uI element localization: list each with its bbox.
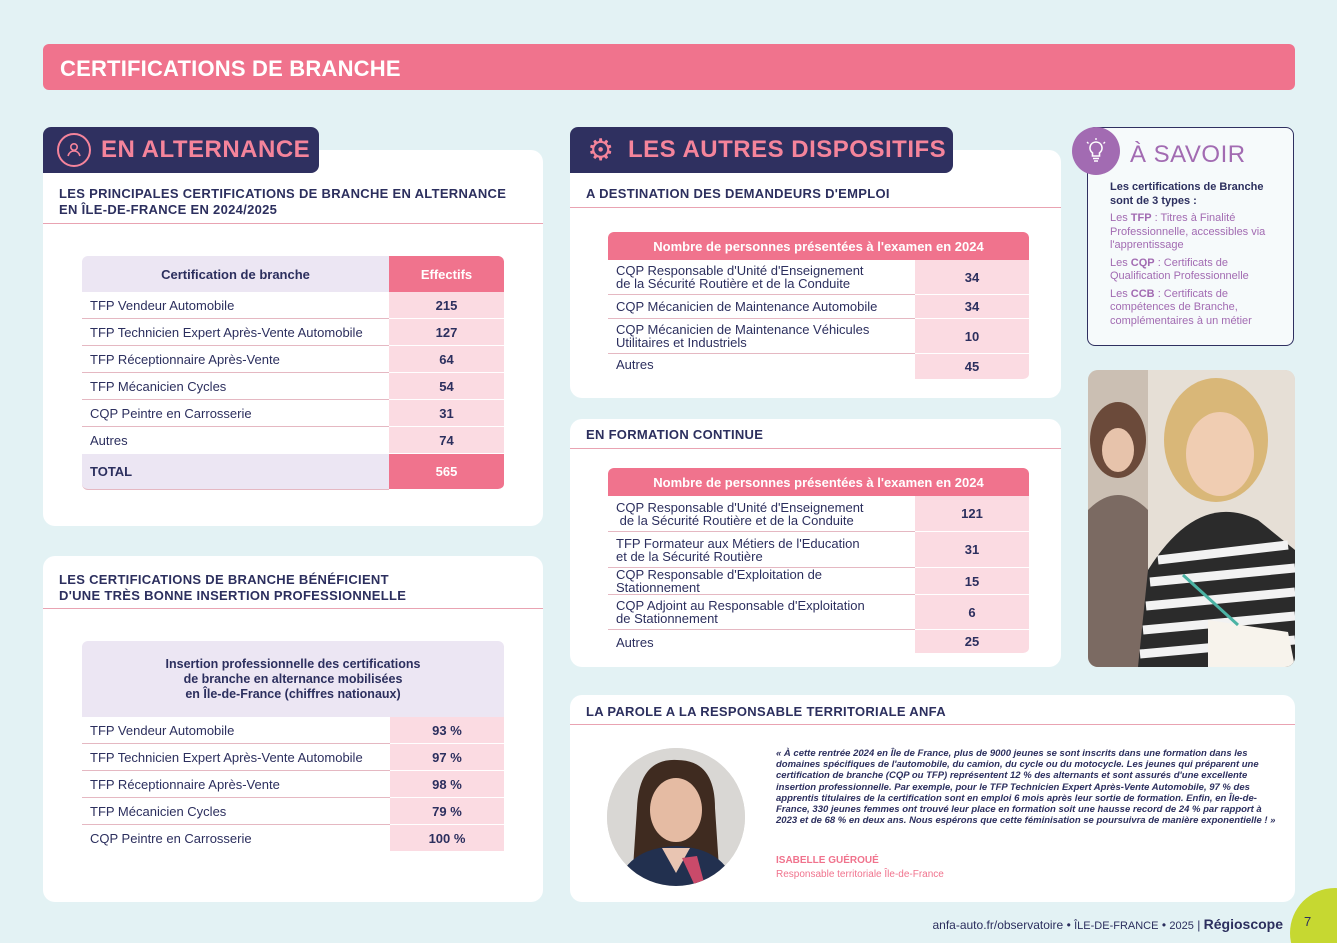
row-value: 121 [915, 496, 1029, 532]
table-row [608, 260, 1029, 295]
row-value: 98 % [390, 771, 504, 798]
row-label: TFP Réceptionnaire Après-Vente [82, 771, 390, 798]
item-text: : Titres à Finalité Professionnelle, accessibles via l'apprentissage [1110, 212, 1266, 251]
row-label: CQP Peintre en Carrosserie [82, 400, 389, 427]
item-text: : Certificats de Qualification Professionnelle [1110, 256, 1249, 282]
insertion-table [82, 641, 504, 852]
row-value: 79 % [390, 798, 504, 825]
row-value: 100 % [390, 825, 504, 852]
footer-separator: | [1197, 918, 1204, 932]
row-label-line: CQP Responsable d'Unité d'Enseignement [616, 263, 864, 278]
row-label-line: et de la Sécurité Routière [616, 548, 763, 564]
footer [932, 916, 1283, 932]
table-row [82, 400, 504, 427]
autres-tab [570, 127, 953, 173]
item-code: CCB [1130, 287, 1155, 300]
insertion-header [82, 641, 504, 717]
demandeurs-header: Nombre de personnes présentées à l'examen en 2024 [608, 232, 1029, 260]
footer-url[interactable]: anfa-auto.fr/observatoire [932, 918, 1064, 932]
row-label: CQP Peintre en Carrosserie [90, 831, 252, 846]
quote-text: « À cette rentrée 2024 en Île de France, plus de 9000 jeunes se sont inscrits dans une formation dans les domaines spécifiques de l'automobile, du camion, du cycle ou du motocycle. Les jeunes qui préparent une certification de branche (CQP ou TFP) représentent 12 % des alternants et sont assurés d'une excellente insertion professionnelle. Par exemple, pour le TFP Technicien Expert Après-Vente Automobile, 97 % des apprentis titulaires de la certification sont en emploi 6 mois après leur sortie de formation. Enfin, en Île-de-France, 330 jeunes femmes ont trouvé leur place en formation soit une hausse record de 24 % par rapport à 2023 et de 68 % en deux ans. Nous espérons que cette féminisation se poursuivra de manière exponentielle ! » [776, 748, 1276, 827]
row-label-line: TFP Formateur aux Métiers de l'Education [616, 535, 860, 551]
alternance-tab [43, 127, 319, 173]
header-line: de branche en alternance mobilisées [183, 671, 403, 686]
row-label [608, 260, 915, 295]
row-value: 45 [915, 354, 1029, 380]
continue-table [608, 468, 1029, 654]
table-row [82, 717, 504, 744]
footer-separator: • [1066, 918, 1075, 932]
divider [43, 223, 543, 224]
row-label-line: de la Sécurité Routière et de la Conduite [616, 276, 851, 291]
row-value: 34 [915, 260, 1029, 295]
row-value: 15 [915, 568, 1029, 595]
table-row [82, 319, 504, 346]
table-row [608, 496, 1029, 532]
footer-year: 2025 [1169, 920, 1194, 932]
row-label: Autres [90, 433, 128, 448]
row-value: 10 [915, 319, 1029, 354]
row-label: CQP Responsable d'Exploitation de Stationnement [608, 568, 915, 595]
table-row [608, 595, 1029, 630]
row-label [608, 595, 915, 630]
row-value: 127 [389, 319, 504, 346]
savoir-title: À SAVOIR [1130, 141, 1246, 168]
savoir-item [1110, 212, 1288, 253]
row-label [608, 319, 915, 354]
divider [570, 207, 1061, 208]
row-value: 34 [915, 295, 1029, 319]
table-row [608, 319, 1029, 354]
principales-table [82, 256, 504, 490]
item-prefix: Les [1110, 287, 1131, 300]
alternance-tab-label: EN ALTERNANCE [101, 136, 311, 163]
row-value: 215 [389, 292, 504, 319]
row-label: TFP Technicien Expert Après-Vente Automobile [82, 319, 389, 346]
row-label-line: Utilitaires et Industriels [616, 335, 747, 350]
item-code: TFP [1130, 212, 1152, 224]
table-row [608, 630, 1029, 654]
row-label-line: de Stationnement [616, 611, 718, 626]
table-row [82, 744, 504, 771]
header-line: en Île-de-France (chiffres nationaux) [185, 686, 401, 701]
row-label-line: de la Sécurité Routière et de la Conduite [616, 512, 854, 528]
table-row [82, 771, 504, 798]
divider [43, 608, 543, 609]
row-label-line: CQP Responsable d'Unité d'Enseignement [616, 499, 864, 515]
footer-region: ÎLE-DE-FRANCE [1074, 920, 1159, 932]
divider [570, 448, 1061, 449]
col-header-effectifs: Effectifs [389, 256, 504, 292]
row-value: 31 [915, 532, 1029, 568]
table-row [82, 292, 504, 319]
table-row [82, 346, 504, 373]
savoir-text [1110, 181, 1288, 328]
lightbulb-icon [1072, 127, 1120, 175]
autres-tab-label: LES AUTRES DISPOSITIFS [628, 136, 947, 163]
section-title-line: LES CERTIFICATIONS DE BRANCHE BÉNÉFICIENT [59, 572, 389, 587]
person-cycle-icon [57, 133, 91, 167]
speaker-name: ISABELLE GUÉROUÉ [776, 855, 879, 866]
row-label: TFP Mécanicien Cycles [82, 798, 390, 825]
speaker-role: Responsable territoriale Île-de-France [776, 869, 944, 880]
row-value: 64 [389, 346, 504, 373]
row-label: TFP Mécanicien Cycles [82, 373, 389, 400]
section-title-line: EN ÎLE-DE-FRANCE EN 2024/2025 [59, 202, 278, 217]
row-label-line: CQP Mécanicien de Maintenance Véhicules [616, 322, 870, 337]
table-row [608, 295, 1029, 319]
page-number: 7 [1304, 914, 1312, 929]
total-label: TOTAL [82, 454, 389, 490]
item-code: CQP [1130, 256, 1155, 269]
table-row [82, 373, 504, 400]
total-row [82, 454, 504, 490]
section-title-parole: LA PAROLE A LA RESPONSABLE TERRITORIALE ANFA [586, 704, 946, 719]
savoir-item [1110, 257, 1288, 284]
total-value: 565 [389, 454, 504, 490]
divider [570, 724, 1295, 725]
table-row [82, 825, 504, 852]
row-value: 54 [389, 373, 504, 400]
row-label: Autres [616, 357, 654, 372]
savoir-intro-text: Les certifications de Branche sont de 3 types : [1110, 181, 1264, 207]
row-label: TFP Vendeur Automobile [82, 717, 390, 744]
footer-separator: • [1161, 918, 1170, 932]
table-row [608, 532, 1029, 568]
gears-icon: ⚙ [587, 133, 615, 167]
section-title-demandeurs: A DESTINATION DES DEMANDEURS D'EMPLOI [586, 186, 890, 201]
row-value: 97 % [390, 744, 504, 771]
demandeurs-table [608, 232, 1029, 380]
page-number-badge [1290, 888, 1337, 943]
footer-brand: Régioscope [1203, 916, 1283, 932]
table-row [82, 427, 504, 454]
section-title-insertion [59, 572, 529, 604]
table-row [608, 568, 1029, 595]
row-label [608, 496, 915, 532]
col-header-certification: Certification de branche [82, 256, 389, 292]
banner-title: CERTIFICATIONS DE BRANCHE [60, 56, 401, 81]
item-prefix: Les [1110, 256, 1131, 269]
row-value: 25 [915, 630, 1029, 654]
row-value: 74 [389, 427, 504, 454]
row-label: TFP Vendeur Automobile [82, 292, 389, 319]
row-label-line: CQP Adjoint au Responsable d'Exploitation [616, 598, 865, 613]
section-title-continue: EN FORMATION CONTINUE [586, 427, 764, 442]
savoir-intro [1110, 181, 1288, 208]
section-title-principales [59, 186, 529, 218]
item-text: : Certificats de compétences de Branche, complémentaires à un métier [1110, 287, 1252, 327]
section-title-line: LES PRINCIPALES CERTIFICATIONS DE BRANCHE EN ALTERNANCE [59, 186, 507, 201]
student-photo [1088, 370, 1295, 667]
row-label: TFP Réceptionnaire Après-Vente [82, 346, 389, 373]
section-title-line: D'UNE TRÈS BONNE INSERTION PROFESSIONNELLE [59, 588, 407, 603]
table-row [608, 354, 1029, 380]
table-row [82, 798, 504, 825]
continue-header: Nombre de personnes présentées à l'examen en 2024 [608, 468, 1029, 496]
row-label: Autres [616, 634, 654, 650]
row-label: TFP Technicien Expert Après-Vente Automobile [82, 744, 390, 771]
page-banner [43, 44, 1295, 90]
item-prefix: Les [1110, 212, 1131, 224]
header-line: Insertion professionnelle des certifications [165, 656, 421, 671]
row-value: 6 [915, 595, 1029, 630]
row-value: 31 [389, 400, 504, 427]
row-label: CQP Mécanicien de Maintenance Automobile [608, 295, 915, 319]
row-label [608, 532, 915, 568]
savoir-item [1110, 288, 1288, 329]
row-value: 93 % [390, 717, 504, 744]
portrait-photo [607, 748, 745, 886]
